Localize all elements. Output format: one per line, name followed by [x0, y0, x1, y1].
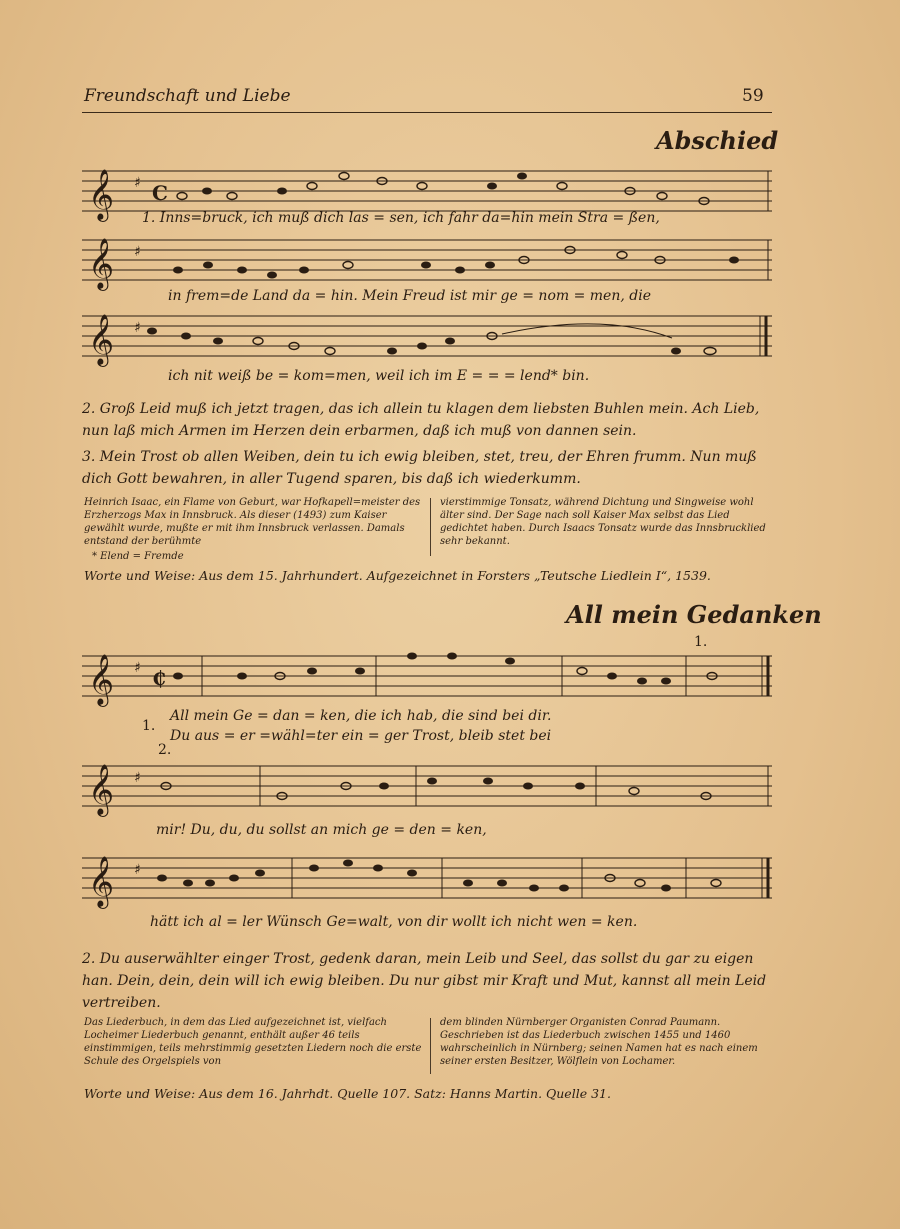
song1-lyric-line-3: ich nit weiß be = kom=men, weil ich im E = = = lend* bin. — [168, 368, 590, 384]
svg-text:𝄞: 𝄞 — [88, 856, 115, 907]
song-title-all-mein-gedanken: All mein Gedanken — [566, 600, 822, 629]
verse-number-1: 1. — [142, 718, 156, 734]
running-title: Freundschaft und Liebe — [84, 86, 291, 106]
page-number: 59 — [742, 86, 764, 106]
song1-note-left: Heinrich Isaac, ein Flame von Geburt, war Hofkapell=meister des Erzherzogs Max in Innsbruck. Als dieser (1493) zum Kaiser gewählt wurde, mußte er mit ihm Innsbruck verlassen. Damals entstand der berühmte — [84, 497, 421, 547]
volta-1: 1. — [694, 634, 708, 650]
svg-text:𝄞: 𝄞 — [88, 654, 115, 705]
song2-verse-2: 2. Du auserwählter einger Trost, gedenk daran, mein Leib und Seel, das sollst du gar zu eigen han. Dein, dein, dein will ich ewig bleiben. Du nur gibst mir Kraft und Mut, kannst all mein Leid vertreiben. — [82, 951, 767, 1011]
music-staff — [82, 308, 772, 368]
song2-lyric-line-3: hätt ich al = ler Wünsch Ge=walt, von dir wollt ich nicht wen = ken. — [150, 914, 638, 930]
svg-text:C: C — [152, 181, 168, 205]
music-staff — [82, 648, 772, 708]
column-divider — [430, 1018, 431, 1074]
music-staff — [82, 758, 772, 818]
svg-text:♯: ♯ — [134, 660, 141, 676]
music-staff — [82, 232, 772, 292]
volta-2: 2. — [158, 742, 172, 758]
svg-text:♯: ♯ — [134, 770, 141, 786]
header-rule — [82, 112, 772, 113]
svg-text:₵: ₵ — [152, 666, 166, 690]
svg-text:𝄞: 𝄞 — [88, 314, 115, 365]
song-title-abschied: Abschied — [656, 126, 779, 155]
song1-verse-3: 3. Mein Trost ob allen Weiben, dein tu ich ewig bleiben, stet, treu, der Ehren frumm. Nun muß dich Gott bewahren, in aller Tugend sparen, bis daß ich wiederkumm. — [82, 449, 757, 487]
song2-lyric-line-1a: All mein Ge = dan = ken, die ich hab, die sind bei dir. — [170, 708, 552, 724]
song2-note-left: Das Liederbuch, in dem das Lied aufgezeichnet ist, vielfach Locheimer Liederbuch genannt, enthält außer 46 teils einstimmigen, teils mehrstimmig gesetzten Liedern noch die erste Schule des Orgelspiels von — [84, 1017, 422, 1067]
svg-text:♯: ♯ — [134, 244, 141, 260]
music-staff — [82, 850, 772, 910]
song2-lyric-line-1b: Du aus = er =wähl=ter ein = ger Trost, bleib stet bei — [170, 728, 552, 744]
song1-credit: Worte und Weise: Aus dem 15. Jahrhundert. Aufgezeichnet in Forsters „Teutsche Liedlein I“, 1539. — [84, 568, 711, 583]
column-divider — [430, 498, 431, 556]
svg-text:𝄞: 𝄞 — [88, 764, 115, 815]
song1-footnote: * Elend = Fremde — [92, 551, 184, 562]
svg-text:𝄞: 𝄞 — [88, 238, 115, 289]
svg-text:♯: ♯ — [134, 175, 141, 191]
song1-lyric-line-2: in frem=de Land da = hin. Mein Freud ist mir ge = nom = men, die — [168, 288, 651, 304]
song2-credit: Worte und Weise: Aus dem 16. Jahrhdt. Quelle 107. Satz: Hanns Martin. Quelle 31. — [84, 1086, 611, 1101]
svg-text:𝄞: 𝄞 — [88, 169, 115, 220]
song2-note-right: dem blinden Nürnberger Organisten Conrad Paumann. Geschrieben ist das Liederbuch zwischen 1455 und 1460 wahrscheinlich in Nürnberg; seinen Namen hat es nach einem seiner ersten Besitzer, Wölflein von Lochamer. — [440, 1017, 758, 1067]
svg-text:♯: ♯ — [134, 320, 141, 336]
song2-lyric-line-2: mir! Du, du, du sollst an mich ge = den = ken, — [156, 822, 487, 838]
song1-note-right: vierstimmige Tonsatz, während Dichtung und Singweise wohl älter sind. Der Sage nach soll Kaiser Max selbst das Lied gedichtet haben. Durch Isaacs Tonsatz wurde das Innsbrucklied sehr bekannt. — [440, 497, 766, 547]
song1-verse-2: 2. Groß Leid muß ich jetzt tragen, das ich allein tu klagen dem liebsten Buhlen mein. Ach Lieb, nun laß mich Armen im Herzen dein erbarmen, daß ich muß von dannen sein. — [82, 401, 760, 439]
song1-lyric-line-1: 1. Inns=bruck, ich muß dich las = sen, ich fahr da=hin mein Stra = ßen, — [142, 210, 660, 226]
svg-text:♯: ♯ — [134, 862, 141, 878]
